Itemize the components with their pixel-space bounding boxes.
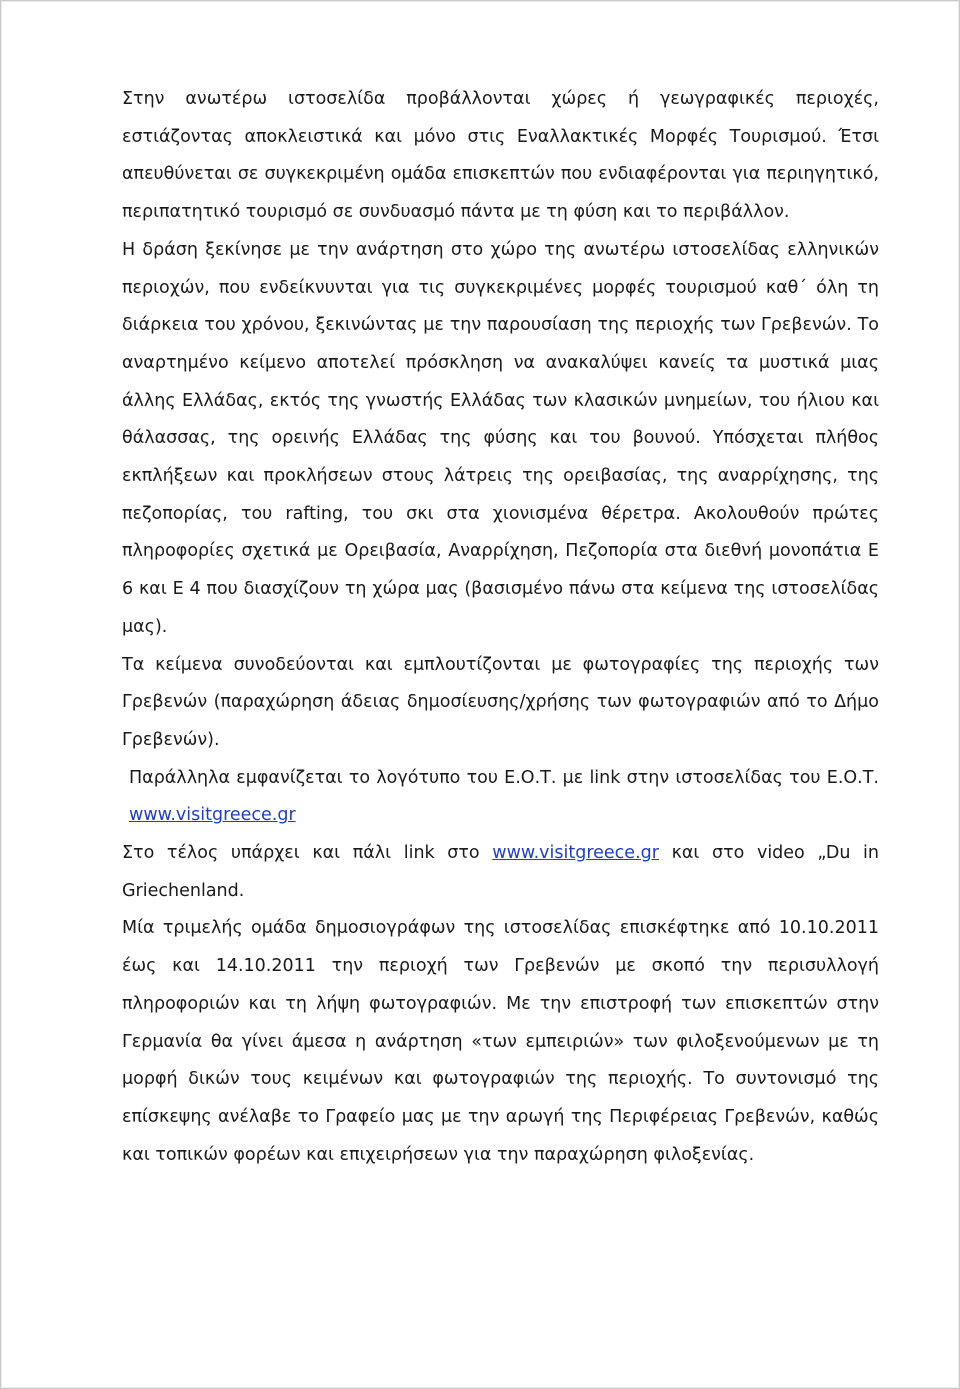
paragraph-final-text-after: και στο video „Du in Griechenland. bbox=[122, 843, 879, 901]
visitgreece-link[interactable]: www.visitgreece.gr bbox=[129, 805, 296, 826]
paragraph-photos: Τα κείμενα συνοδεύονται και εμπλουτίζονται με φωτογραφίες της περιοχής των Γρεβενών (παραχώρηση άδειας δημοσίευσης/χρήσης των φωτογραφιών από το Δήμο Γρεβενών). bbox=[122, 654, 879, 750]
paragraph-final-link bbox=[122, 835, 879, 910]
visitgreece-link-2[interactable]: www.visitgreece.gr bbox=[492, 843, 659, 864]
document-body bbox=[122, 81, 879, 1174]
paragraph-action: Η δράση ξεκίνησε με την ανάρτηση στο χώρο της ανωτέρω ιστοσελίδας ελληνικών περιοχών, που ενδείκνυνται για τις συγκεκριμένες μορφές τουρισμού καθ΄ όλη τη διάρκεια του χρόνου, ξεκινώντας με την παρουσίαση της περιοχής των Γρεβενών. Το αναρτημένο κείμενο αποτελεί πρόσκληση να ανακαλύψει κανείς τα μυστικά μιας άλλης Ελλάδας, εκτός της γνωστής Ελλάδας των κλασικών μνημείων, του ήλιου και θάλασσας, της ορεινής Ελλάδας της φύσης και του βουνού. Υπόσχεται πλήθος εκπλήξεων και προκλήσεων στους λάτρεις της ορειβασίας, της αναρρίχησης, της πεζοπορίας, του rafting, του σκι στα χιονισμένα θέρετρα. Ακολουθούν πρώτες πληροφορίες σχετικά με Ορειβασία, Αναρρίχηση, Πεζοπορία στα διεθνή μονοπάτια Ε 6 και Ε 4 που διασχίζουν τη χώρα μας (βασισμένο πάνω στα κείμενα της ιστοσελίδας μας). bbox=[122, 239, 879, 637]
paragraph-intro: Στην ανωτέρω ιστοσελίδα προβάλλονται χώρες ή γεωγραφικές περιοχές, εστιάζοντας αποκλειστικά και μόνο στις Εναλλακτικές Μορφές Τουρισμού. Έτσι απευθύνεται σε συγκεκριμένη ομάδα επισκεπτών που ενδιαφέρονται για περιηγητικό, περιπατητικό τουρισμό σε συνδυασμό πάντα με τη φύση και το περιβάλλον. bbox=[122, 89, 879, 223]
paragraph-final-text-before: Στο τέλος υπάρχει και πάλι link στο bbox=[122, 843, 493, 864]
paragraph-journalists: Μία τριμελής ομάδα δημοσιογράφων της ιστοσελίδας επισκέφτηκε από 10.10.2011 έως και 14.10.2011 την περιοχή των Γρεβενών με σκοπό την περισυλλογή πληροφοριών και τη λήψη φωτογραφιών. Με την επιστροφή των επισκεπτών στην Γερμανία θα γίνει άμεσα η ανάρτηση «των εμπειριών» των φιλοξενούμενων με τη μορφή δικών τους κειμένων και φωτογραφιών της περιοχής. Το συντονισμό της επίσκεψης ανέλαβε το Γραφείο μας με την αρωγή της Περιφέρειας Γρεβενών, καθώς και τοπικών φορέων και επιχειρήσεων για την παραχώρηση φιλοξενίας. bbox=[122, 918, 879, 1165]
paragraph-eot-logo bbox=[122, 760, 879, 835]
paragraph-eot-text: Παράλληλα εμφανίζεται το λογότυπο του Ε.Ο.Τ. με link στην ιστοσελίδας του Ε.Ο.Τ. bbox=[129, 767, 879, 788]
